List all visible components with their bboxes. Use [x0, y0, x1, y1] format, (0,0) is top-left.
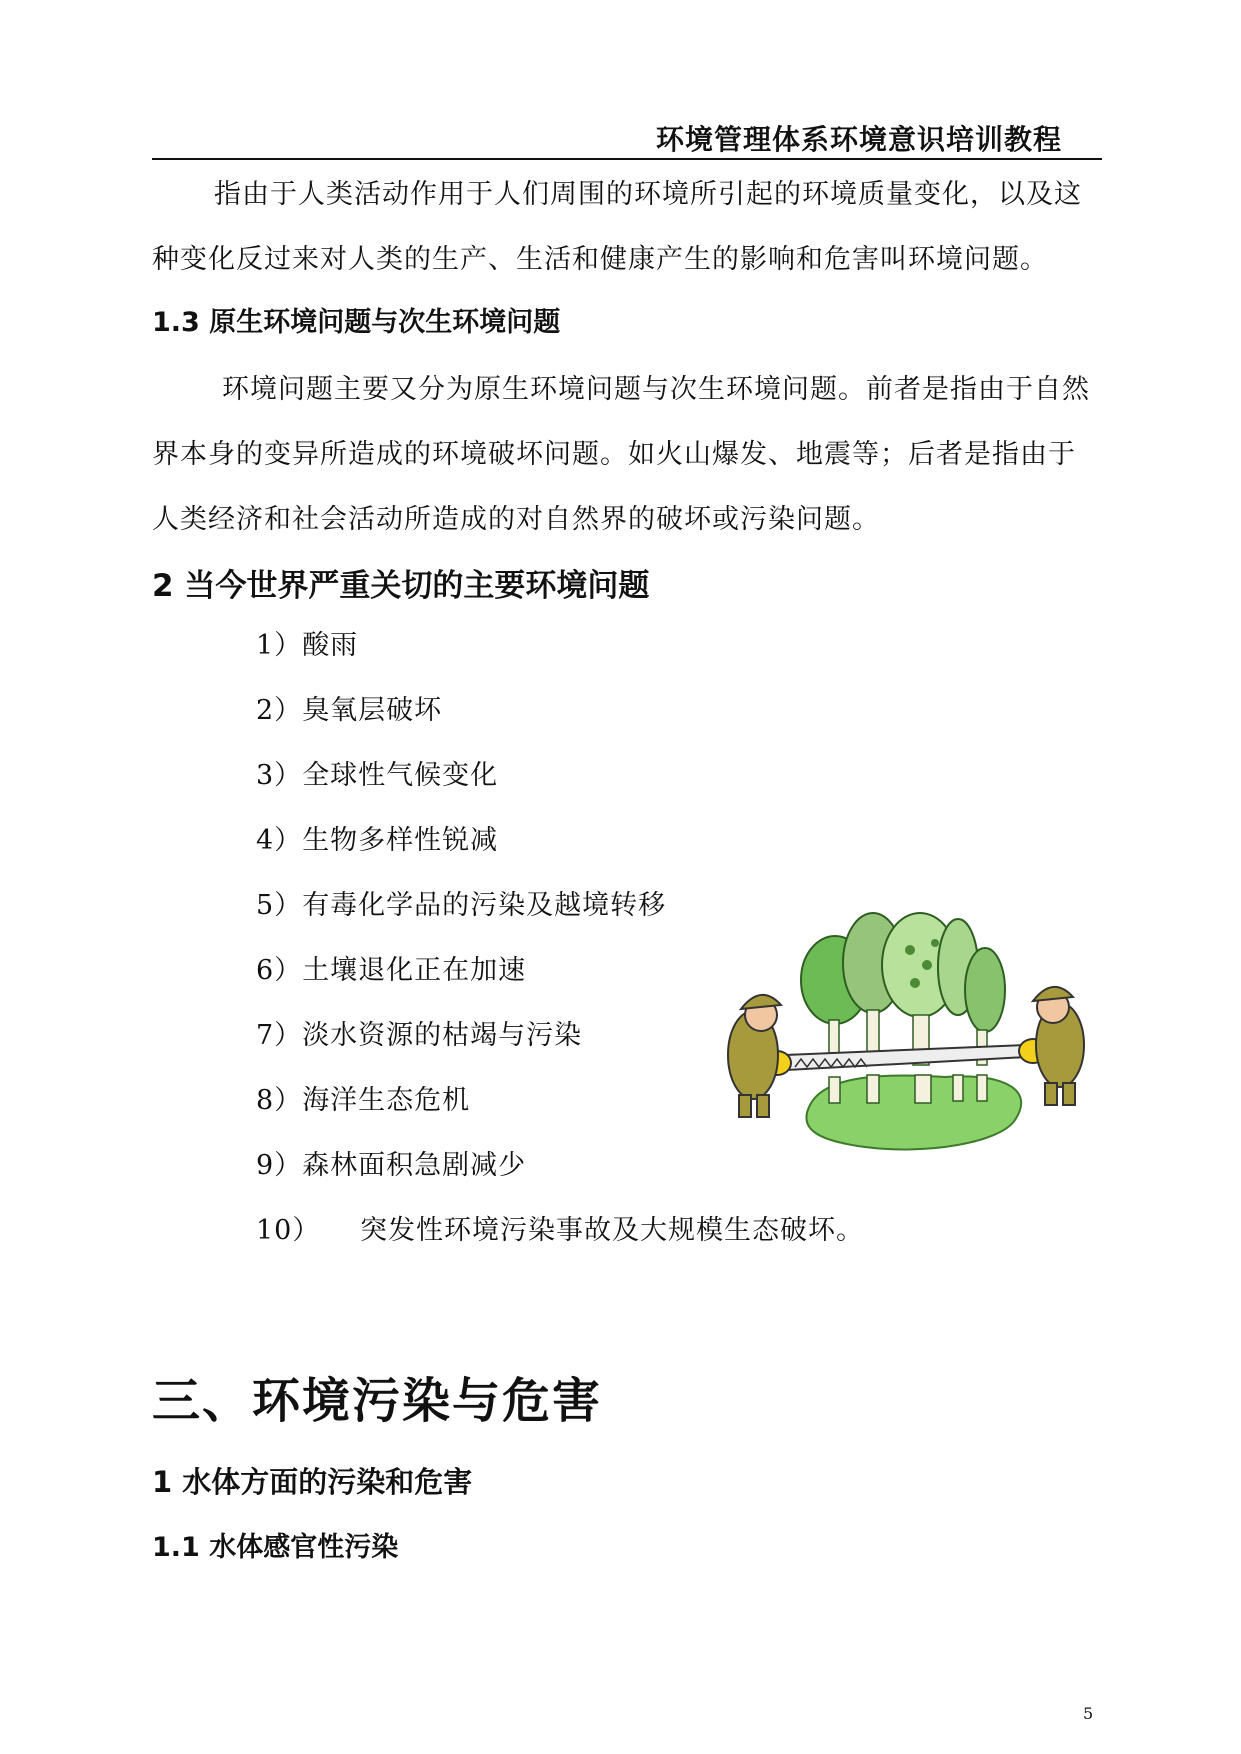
list-item-text: 突发性环境污染事故及大规模生态破坏。: [360, 1215, 864, 1246]
chapter-3-subheading: 1 水体方面的污染和危害: [152, 1465, 473, 1499]
list-item-text: 酸雨: [302, 630, 359, 661]
list-item-number: 7）: [256, 1020, 303, 1051]
page-number: 5: [1083, 1704, 1094, 1723]
list-item-number: 1）: [256, 630, 303, 661]
list-item: [256, 1207, 864, 1272]
section-2-heading: 2 当今世界严重关切的主要环境问题: [152, 568, 650, 604]
list-item-text: 土壤退化正在加速: [302, 955, 527, 986]
list-item: [256, 752, 864, 817]
list-item-text: 淡水资源的枯竭与污染: [302, 1020, 583, 1051]
list-item-number: 8）: [256, 1085, 303, 1116]
tree-sawing-clipart-icon: [715, 905, 1095, 1160]
list-item-text: 海洋生态危机: [302, 1085, 471, 1116]
list-item-text: 臭氧层破坏: [302, 695, 443, 726]
chapter-3-subsubheading: 1.1 水体感官性污染: [152, 1532, 399, 1563]
list-item-number: 5）: [256, 890, 303, 921]
list-item-number: 6）: [256, 955, 303, 986]
intro-paragraph: 指由于人类活动作用于人们周围的环境所引起的环境质量变化，以及这种变化反过来对人类的生产、生活和健康产生的影响和危害叫环境问题。: [152, 179, 1082, 275]
section-1-3-paragraph: 环境问题主要又分为原生环境问题与次生环境问题。前者是指由于自然界本身的变异所造成的环境破坏问题。如火山爆发、地震等；后者是指由于人类经济和社会活动所造成的对自然界的破坏或污染问题。: [152, 374, 1090, 535]
list-item-number: 9）: [256, 1150, 303, 1181]
list-item: [256, 622, 864, 687]
list-item-text: 生物多样性锐减: [302, 825, 499, 856]
list-item: [256, 817, 864, 882]
header-title: 环境管理体系环境意识培训教程: [655, 123, 1062, 156]
list-item-number: 2）: [256, 695, 303, 726]
page-header: [152, 118, 1102, 160]
list-item-number: 3）: [256, 760, 303, 791]
list-item-number: 4）: [256, 825, 303, 856]
chapter-3-heading: 三、环境污染与危害: [152, 1373, 603, 1429]
list-item: [256, 687, 864, 752]
list-item-text: 森林面积急剧减少: [302, 1150, 527, 1181]
list-item-number: 10）: [256, 1215, 321, 1246]
list-item-text: 有毒化学品的污染及越境转移: [302, 890, 667, 921]
list-item-text: 全球性气候变化: [302, 760, 499, 791]
section-1-3-heading: 1.3 原生环境问题与次生环境问题: [152, 307, 561, 338]
